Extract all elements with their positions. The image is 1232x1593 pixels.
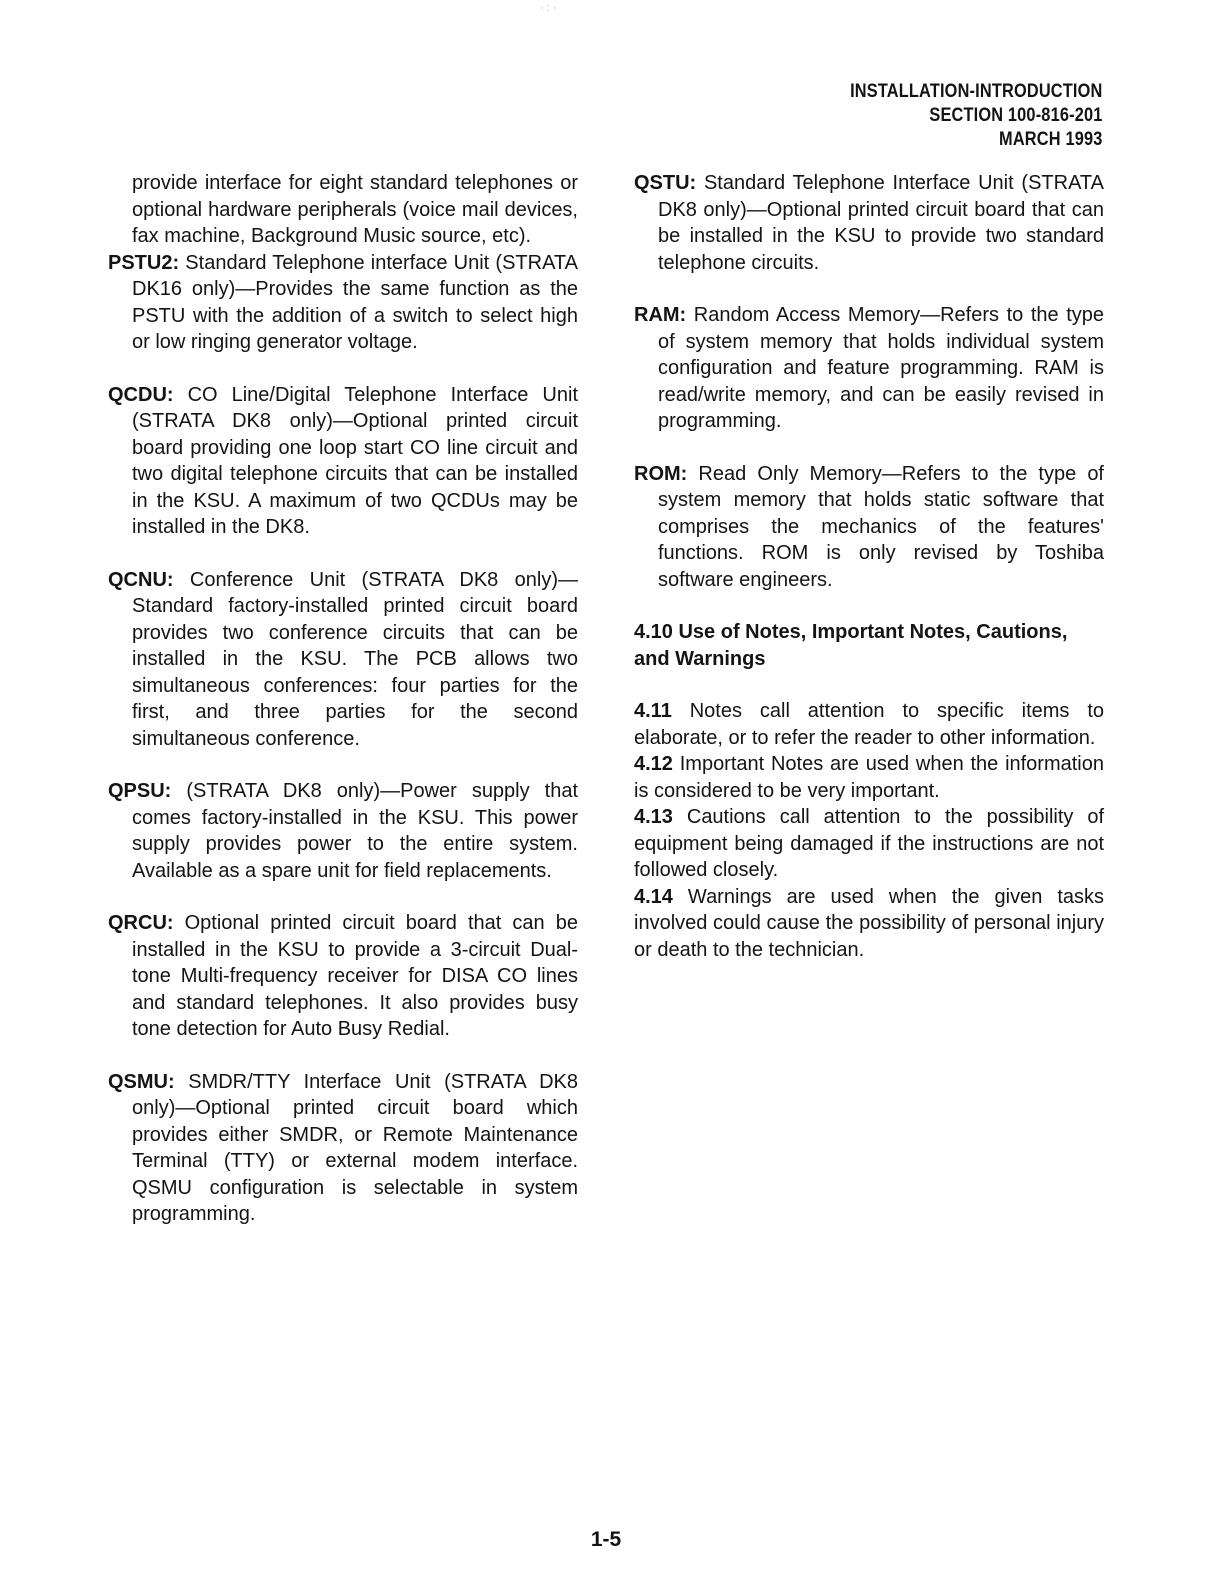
glossary-definition: Standard Telephone interface Unit (STRATA DK16 only)—Provides the same function as the PSTU with the addition of a switch to select high or low ringing generator voltage. [132,251,578,353]
glossary-term: PSTU2: [108,251,180,274]
glossary-definition: CO Line/Digital Telephone Interface Unit (STRATA DK8 only)—Optional printed circuit board providing one loop start CO line circuit and two digital telephone circuits that can be installed in the KSU. A maximum of two QCDUs may be installed in the DK8. [132,383,578,538]
glossary-term: RAM: [634,304,687,326]
paragraph-text: Warnings are used when the given tasks involved could cause the possibility of personal injury or death to the technician. [634,885,1104,961]
paragraph-number: 4.14 [634,885,673,908]
glossary-term: QRCU: [108,912,174,934]
paragraph-4-11 [634,698,1104,751]
paragraph-number: 4.13 [634,806,673,828]
glossary-entry-qrcu [108,910,578,1043]
header-title: INSTALLATION-INTRODUCTION [849,81,1102,102]
continuation-paragraph: provide interface for eight standard telephones or optional hardware peripherals (voice mail devices, fax machine, Background Music source, etc). [132,172,578,247]
paragraph-text: Notes call attention to specific items to elaborate, or to refer the reader to other information. [634,700,1104,749]
paragraph-4-14 [634,884,1104,964]
glossary-definition: Random Access Memory—Refers to the type of system memory that holds individual system configuration and feature programming. RAM is read/write memory, and can be easily revised in programming. [658,304,1104,432]
glossary-definition: SMDR/TTY Interface Unit (STRATA DK8 only)—Optional printed circuit board which provides either SMDR, or Remote Maintenance Terminal (TTY) or external modem interface. QSMU configuration is selectable in system programming. [132,1070,578,1225]
glossary-entry-qcdu [108,382,578,541]
paragraph-text: Important Notes are used when the information is considered to be very important. [634,753,1104,802]
paragraph-4-12 [634,751,1104,804]
glossary-term: QCDU: [108,383,174,406]
glossary-entry-rom [634,461,1104,594]
glossary-definition: Read Only Memory—Refers to the type of system memory that holds static software that comprises the mechanics of the features' functions. ROM is only revised by Toshiba software engineers. [658,462,1104,591]
glossary-entry-qpsu [108,778,578,884]
page-number: 1-5 [590,1528,622,1551]
header-section: SECTION 100-816-201 [928,105,1102,126]
glossary-entry-qsmu [108,1069,578,1228]
glossary-term: QPSU: [108,780,172,802]
glossary-term: QSTU: [634,172,697,194]
glossary-definition: Optional printed circuit board that can be installed in the KSU to provide a 3-circuit Dual-tone Multi-frequency receiver for DISA CO lines and standard telephones. It also provides busy tone detection for Auto Busy Redial. [132,912,578,1040]
glossary-entry-pstu2 [108,250,578,356]
section-heading: 4.10 Use of Notes, Important Notes, Cautions, and Warnings [634,621,1068,670]
glossary-entry-ram [634,302,1104,435]
header-date: MARCH 1993 [998,129,1102,150]
glossary-definition: (STRATA DK8 only)—Power supply that comes factory-installed in the KSU. This power supply provides power to the entire system. Available as a spare unit for field replacements. [132,780,578,882]
paragraph-number: 4.12 [634,753,673,775]
glossary-entry-qcnu [108,567,578,753]
paragraph-text: Cautions call attention to the possibility of equipment being damaged if the instructions are not followed closely. [634,806,1104,881]
paragraph-number: 4.11 [634,700,672,722]
page-header [850,80,1102,152]
right-column [634,170,1104,963]
glossary-definition: Standard Telephone Interface Unit (STRATA DK8 only)—Optional printed circuit board that can be installed in the KSU to provide two standard telephone circuits. [658,172,1104,274]
glossary-term: ROM: [634,462,688,485]
glossary-term: QSMU: [108,1070,175,1093]
scan-artifact: ·:· [540,2,560,14]
left-column [108,170,578,1228]
glossary-entry-qstu [634,170,1104,276]
glossary-definition: Conference Unit (STRATA DK8 only)—Standard factory-installed printed circuit board provides two conference circuits that can be installed in the KSU. The PCB allows two simultaneous conferences: four parties for the first, and three parties for the second simultaneous conference. [132,568,578,750]
glossary-term: QCNU: [108,568,174,591]
paragraph-4-13 [634,804,1104,884]
